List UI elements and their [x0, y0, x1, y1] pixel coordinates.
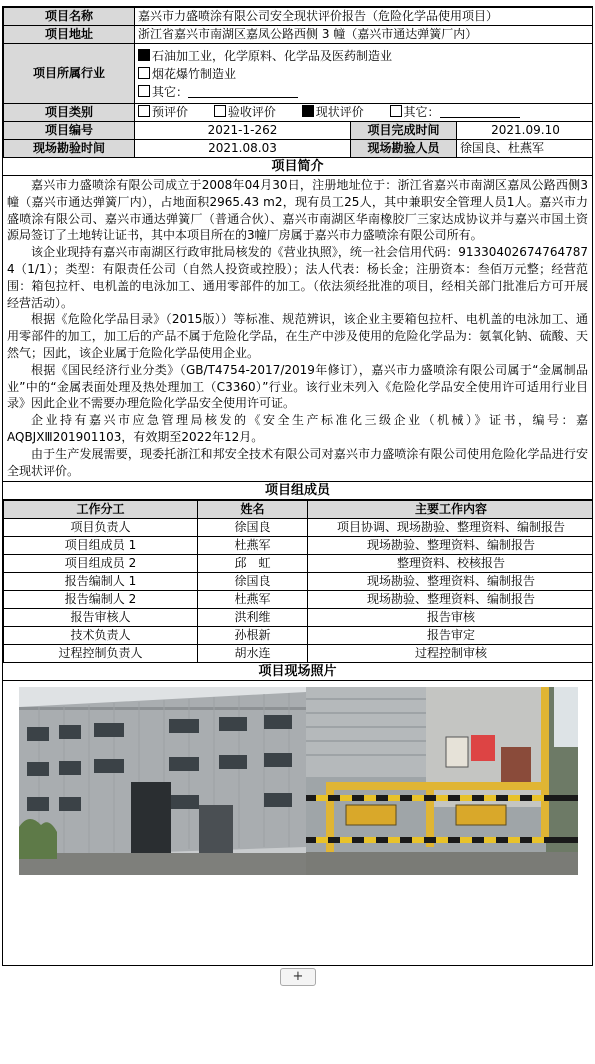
gas-pipeline-photo-image [306, 687, 578, 875]
site-photo-gas-pipeline [306, 687, 578, 875]
photos-title: 项目现场照片 [3, 663, 592, 681]
intro-paragraph: 由于生产发展需要，现委托浙江和邦安全技术有限公司对嘉兴市力盛喷涂有限公司使用危险化学品进行安全现状评价。 [7, 446, 588, 478]
checked-box-icon [302, 105, 314, 117]
table-row: 项目组成员 2 邱 虹 整理资料、校核报告 [4, 555, 594, 573]
survey-time-value: 2021.08.03 [135, 140, 351, 158]
project-code-value: 2021-1-262 [135, 122, 351, 140]
intro-paragraph: 根据《危险化学品目录》（2015版））等标准、规范辨识，该企业主要箱包拉杆、电机盖的电泳加工、通用零部件的加工，加工后的产品不属于危险化学品，在生产中涉及使用的危险化学品为：氨氧化钠、硫酸、天然气；因此，该企业属于危险化学品使用企业。 [7, 312, 588, 360]
table-row: 报告编制人 1 徐国良 现场勘验、整理资料、编制报告 [4, 573, 594, 591]
table-row: 技术负责人 孙根新 报告审定 [4, 627, 594, 645]
unchecked-box-icon [138, 85, 150, 97]
unchecked-box-icon [138, 105, 150, 117]
industry-option-chemical[interactable]: 石油加工业，化学原料、化学品及医药制造业 [138, 47, 591, 65]
industry-option-other[interactable]: 其它： [138, 83, 591, 101]
table-row: 过程控制负责人 胡水连 过程控制审核 [4, 645, 594, 663]
type-option-other[interactable]: 其它： [390, 105, 520, 119]
members-header-name: 姓名 [198, 501, 308, 519]
project-info-table [3, 7, 593, 158]
intro-paragraph: 嘉兴市力盛喷涂有限公司成立于2008年04月30日，注册地址位于：浙江省嘉兴市南湖区嘉凤公路西侧3幢（嘉兴市通达弹簧厂内），占地面积2965.43 m2，现有员工25人，其中兼职安全管理人员1人。嘉兴市力盛喷涂有限公司、嘉兴市通达弹簧厂（普通合伙）、嘉兴市南湖区华南橡胶厂三家达成协议并与嘉兴市国土资源局签订了土地转让证书，其中本项目所在的3幢厂房属于嘉兴市力盛喷涂有限公司所有。 [7, 178, 588, 243]
project-industry-options [135, 44, 594, 104]
finish-time-label: 项目完成时间 [351, 122, 457, 140]
project-industry-label: 项目所属行业 [4, 44, 135, 104]
report-form [2, 6, 593, 966]
intro-title: 项目简介 [3, 158, 592, 176]
members-header-work: 主要工作内容 [308, 501, 594, 519]
type-option-acceptance[interactable]: 验收评价 [214, 105, 276, 119]
type-option-pre[interactable]: 预评价 [138, 105, 188, 119]
intro-body [3, 176, 592, 481]
table-row: 报告审核人 洪利维 报告审核 [4, 609, 594, 627]
unchecked-box-icon [390, 105, 402, 117]
site-photo-building [19, 687, 306, 875]
type-option-status[interactable]: 现状评价 [302, 105, 364, 119]
unchecked-box-icon [214, 105, 226, 117]
surveyor-value: 徐国良、杜燕军 [457, 140, 594, 158]
project-type-options [135, 104, 594, 122]
intro-paragraph: 企业持有嘉兴市应急管理局核发的《安全生产标准化三级企业（机械）》证书，编号：嘉AQBJXⅢ201901103，有效期至2022年12月。 [7, 413, 588, 444]
survey-time-label: 现场勘验时间 [4, 140, 135, 158]
intro-paragraph: 根据《国民经济行业分类》（GB/T4754-2017/2019年修订），嘉兴市力盛喷涂有限公司属于“金属制品业”中的“金属表面处理及热处理加工（C3360）”行业。该行业未列入《危险化学品安全使用许可适用行业目录》因此企业不需要办理危险化学品安全使用许可证。 [7, 362, 588, 411]
project-address-value: 浙江省嘉兴市南湖区嘉凤公路西侧 3 幢（嘉兴市通达弹簧厂内） [135, 26, 594, 44]
building-photo-image [19, 687, 306, 875]
project-type-label: 项目类别 [4, 104, 135, 122]
members-title: 项目组成员 [3, 481, 592, 500]
project-name-value: 嘉兴市力盛喷涂有限公司安全现状评价报告（危险化学品使用项目） [135, 8, 594, 26]
project-code-label: 项目编号 [4, 122, 135, 140]
members-table [3, 500, 593, 663]
project-name-label: 项目名称 [4, 8, 135, 26]
expand-button[interactable]: + [280, 968, 316, 986]
table-row: 项目负责人 徐国良 项目协调、现场勘验、整理资料、编制报告 [4, 519, 594, 537]
members-header-role: 工作分工 [4, 501, 198, 519]
table-row: 报告编制人 2 杜燕军 现场勘验、整理资料、编制报告 [4, 591, 594, 609]
table-row: 项目组成员 1 杜燕军 现场勘验、整理资料、编制报告 [4, 537, 594, 555]
other-blank-line [440, 105, 520, 118]
checked-box-icon [138, 49, 150, 61]
industry-option-fireworks[interactable]: 烟花爆竹制造业 [138, 65, 591, 83]
other-blank-line [188, 85, 298, 98]
intro-paragraph: 该企业现持有嘉兴市南湖区行政审批局核发的《营业执照》，统一社会信用代码：91330402674764787​4（1/1）；类型：有限责任公司（自然人投资或控股）；法人代表：杨长金；注册资本：叁佰万元整；经营范围：箱包拉杆、电机盖的电泳加工、通用零部件的加工。（依法须经批准的项目，经相关部门批准后方可开展经营活动）。 [7, 245, 588, 310]
unchecked-box-icon [138, 67, 150, 79]
project-address-label: 项目地址 [4, 26, 135, 44]
photos-area [3, 681, 592, 881]
surveyor-label: 现场勘验人员 [351, 140, 457, 158]
finish-time-value: 2021.09.10 [457, 122, 594, 140]
